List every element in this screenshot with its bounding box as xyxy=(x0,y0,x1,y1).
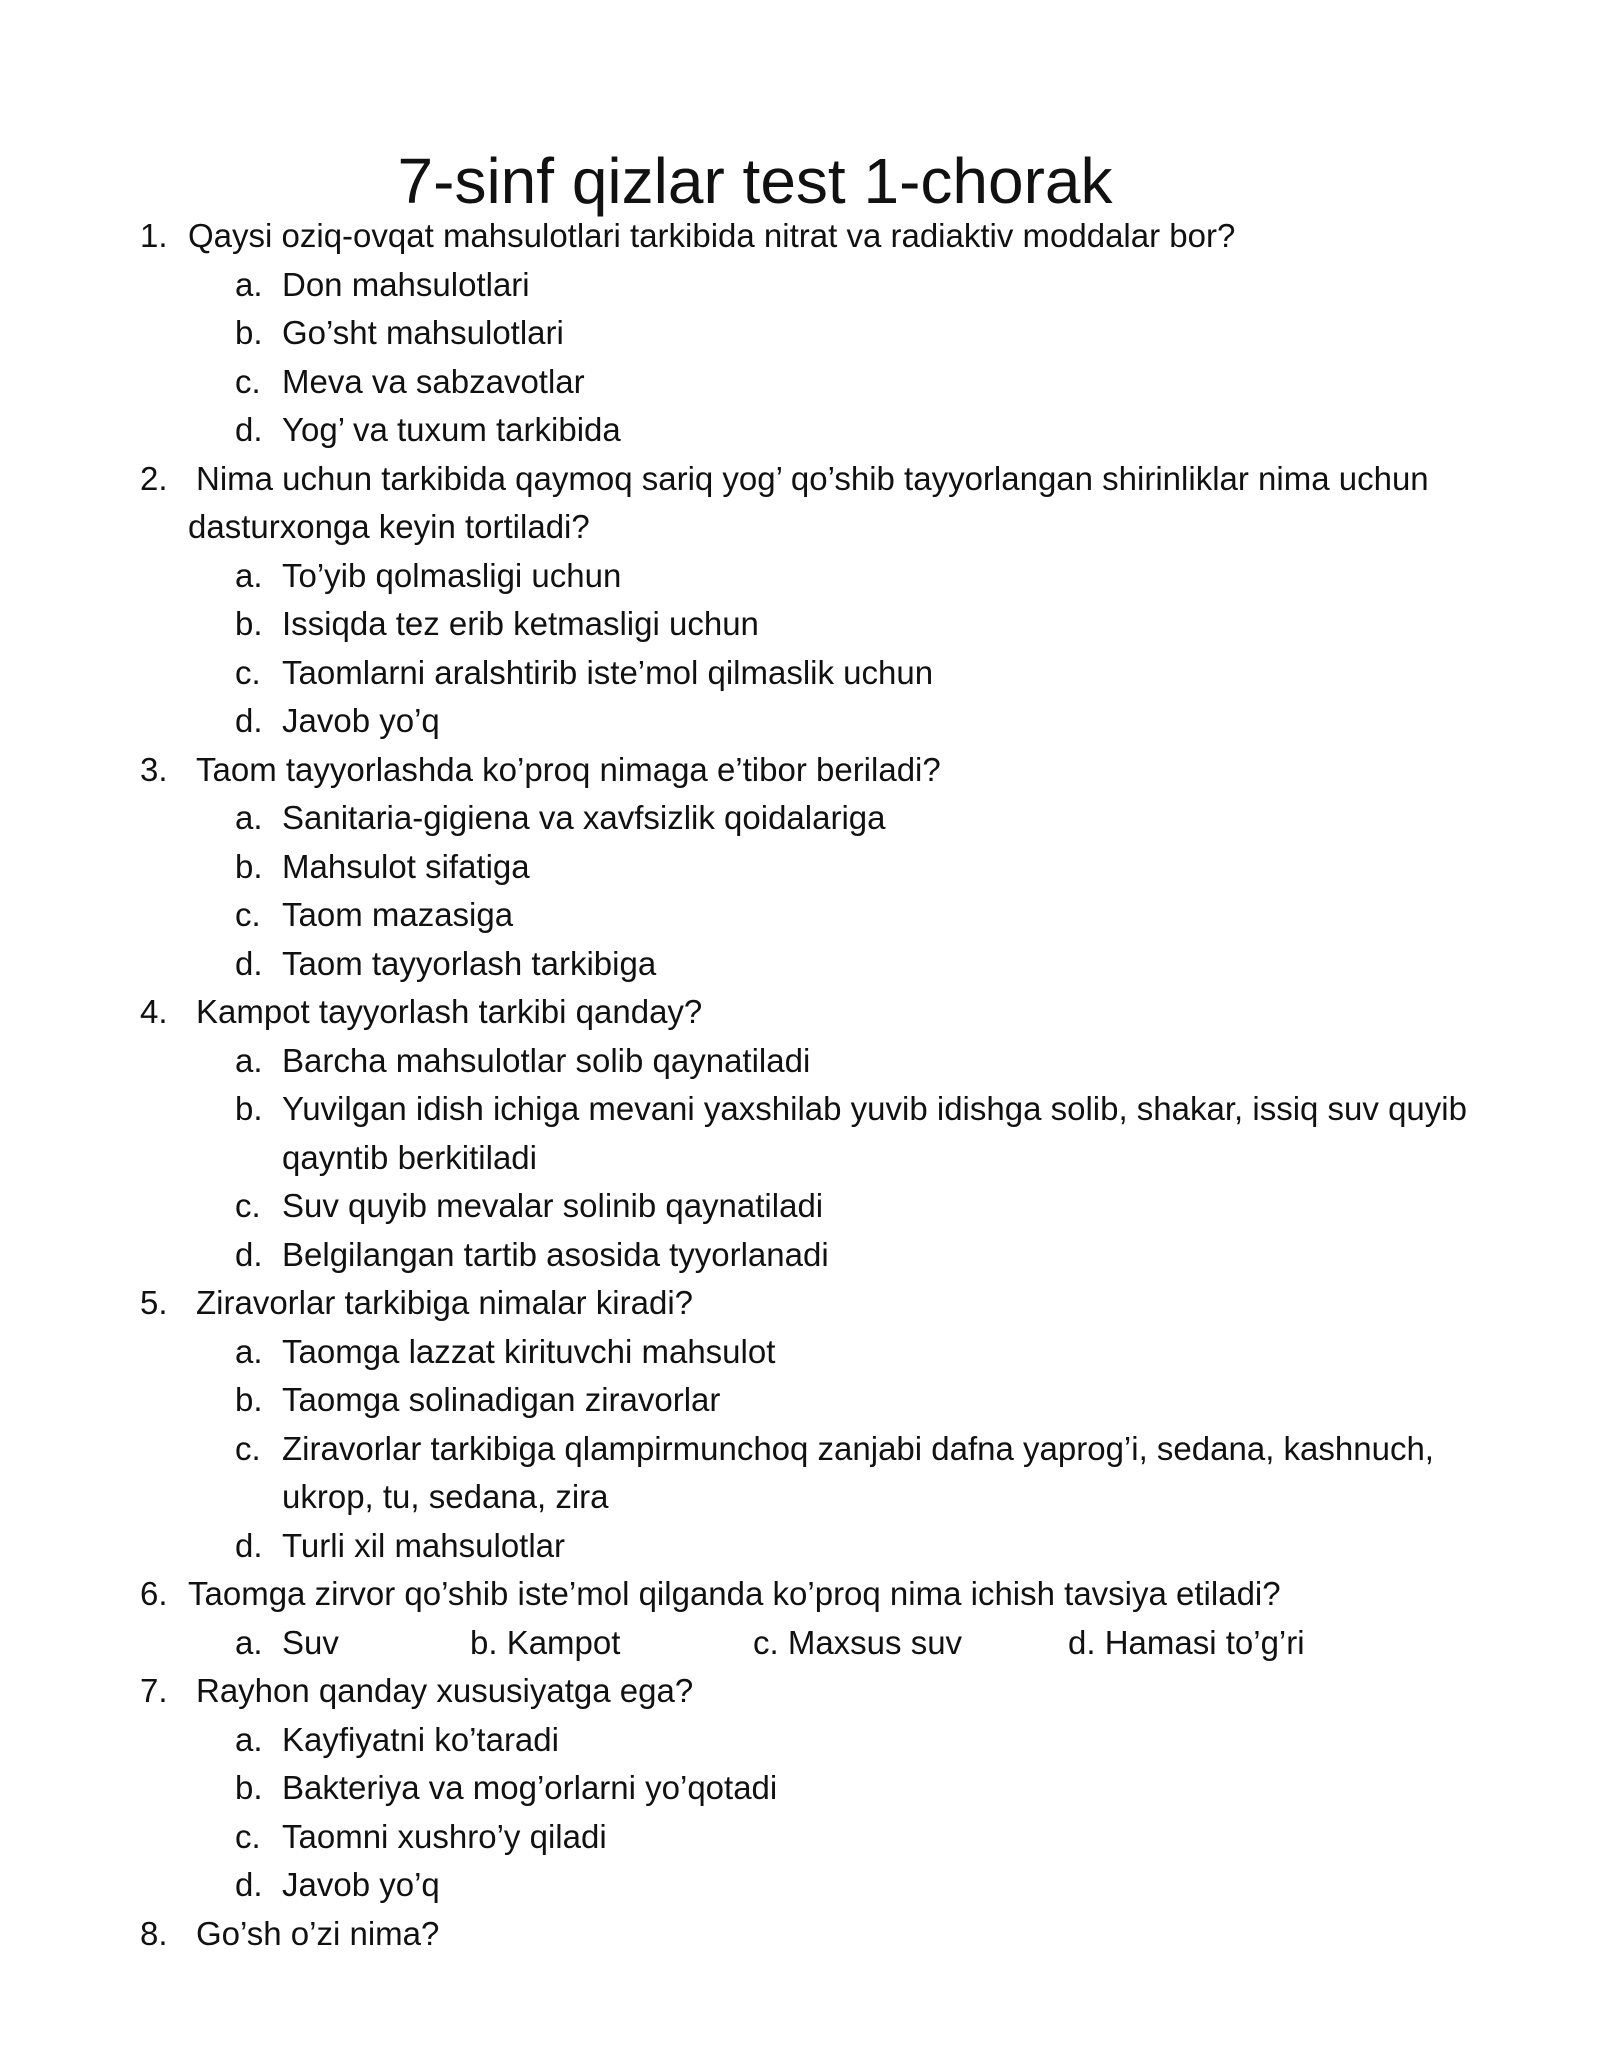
option-4d xyxy=(0,1231,1600,1280)
option-letter: c. xyxy=(235,896,261,933)
option-7d xyxy=(0,1861,1600,1910)
option-text: Taomga solinadigan ziravorlar xyxy=(282,1381,721,1418)
option-text-continued: ukrop, tu, sedana, zira xyxy=(282,1478,609,1515)
question-text: Taom tayyorlashda ko’proq nimaga e’tibor beriladi? xyxy=(196,750,941,788)
option-6c: c. Maxsus suv xyxy=(753,1623,963,1661)
option-letter: d. xyxy=(235,1866,263,1903)
option-4a xyxy=(0,1037,1600,1086)
option-text: Suv quyib mevalar solinib qaynatiladi xyxy=(282,1187,824,1224)
question-number: 1. xyxy=(140,217,168,254)
question-2-continuation xyxy=(0,503,1600,552)
question-list xyxy=(0,212,1600,1958)
option-1a xyxy=(0,261,1600,310)
option-text: To’yib qolmasligi uchun xyxy=(282,556,622,594)
option-1b xyxy=(0,309,1600,358)
option-5a xyxy=(0,1328,1600,1377)
option-text: Javob yo’q xyxy=(282,1866,440,1903)
option-text: Taomga lazzat kirituvchi mahsulot xyxy=(282,1332,776,1370)
option-letter: c. xyxy=(235,1187,261,1224)
option-letter: d. xyxy=(235,411,263,448)
question-text: Nima uchun tarkibida qaymoq sariq yog’ qo’shib tayyorlangan shirinliklar nima uchun xyxy=(196,459,1429,497)
option-text: Taomni xushro’y qiladi xyxy=(282,1817,607,1855)
option-letter: a. xyxy=(235,265,263,303)
option-2b xyxy=(0,600,1600,649)
option-letter: b. xyxy=(235,314,263,351)
option-text: Bakteriya va mog’orlarni yo’qotadi xyxy=(282,1769,778,1806)
question-text: Kampot tayyorlash tarkibi qanday? xyxy=(196,993,703,1030)
option-letter: d. xyxy=(235,1235,263,1273)
question-1 xyxy=(0,212,1600,261)
option-letter: b. xyxy=(235,1090,263,1127)
option-text: Issiqda tez erib ketmasligi uchun xyxy=(282,605,759,642)
option-2a xyxy=(0,552,1600,601)
option-3a xyxy=(0,794,1600,843)
option-7a xyxy=(0,1716,1600,1765)
question-2 xyxy=(0,455,1600,504)
option-letter: a. xyxy=(235,1623,263,1661)
option-text: Javob yo’q xyxy=(282,702,440,739)
option-4b-continuation xyxy=(0,1134,1600,1183)
option-4c xyxy=(0,1182,1600,1231)
option-letter: c. xyxy=(235,362,261,400)
option-text: Sanitaria-gigiena va xavfsizlik qoidalariga xyxy=(282,799,886,836)
question-number: 5. xyxy=(140,1284,168,1321)
option-letter: b. xyxy=(235,1381,263,1418)
question-7 xyxy=(0,1667,1600,1716)
option-letter: a. xyxy=(235,1720,263,1758)
option-text: Taom mazasiga xyxy=(282,896,514,933)
option-text: Barcha mahsulotlar solib qaynatiladi xyxy=(282,1041,811,1079)
option-1c xyxy=(0,358,1600,407)
option-6-inline-row xyxy=(0,1619,1600,1668)
option-letter: a. xyxy=(235,799,263,836)
question-number: 8. xyxy=(140,1914,168,1952)
option-text: Mahsulot sifatiga xyxy=(282,847,530,885)
question-number: 4. xyxy=(140,993,168,1030)
option-letter: d. xyxy=(235,1526,263,1564)
option-4b xyxy=(0,1085,1600,1134)
question-6 xyxy=(0,1570,1600,1619)
option-letter: a. xyxy=(235,1041,263,1079)
option-text-continued: qayntib berkitiladi xyxy=(282,1138,537,1176)
option-letter: d. xyxy=(235,702,263,739)
question-text: Go’sh o’zi nima? xyxy=(196,1914,440,1952)
question-8 xyxy=(0,1910,1600,1959)
option-5c xyxy=(0,1425,1600,1474)
document-title: 7-sinf qizlar test 1-chorak xyxy=(397,144,1113,217)
question-text-continued: dasturxonga keyin tortiladi? xyxy=(188,508,590,545)
question-5 xyxy=(0,1279,1600,1328)
question-number: 3. xyxy=(140,750,168,788)
option-letter: b. xyxy=(235,605,263,642)
option-letter: c. xyxy=(235,1817,261,1855)
question-number: 6. xyxy=(140,1575,168,1612)
option-letter: c. xyxy=(235,1429,261,1467)
option-text: Don mahsulotlari xyxy=(282,265,530,303)
option-text: Belgilangan tartib asosida tyyorlanadi xyxy=(282,1235,829,1273)
question-text: Rayhon qanday xususiyatga ega? xyxy=(196,1672,694,1709)
option-text: Suv xyxy=(282,1623,339,1661)
option-text: Kayfiyatni ko’taradi xyxy=(282,1720,559,1758)
option-1d xyxy=(0,406,1600,455)
option-7b xyxy=(0,1764,1600,1813)
option-text: Yog’ va tuxum tarkibida xyxy=(282,411,621,448)
question-4 xyxy=(0,988,1600,1037)
option-letter: b. xyxy=(235,847,263,885)
option-5c-continuation xyxy=(0,1473,1600,1522)
option-text: Taomlarni aralshtirib iste’mol qilmaslik uchun xyxy=(282,653,934,691)
option-text: Go’sht mahsulotlari xyxy=(282,314,564,351)
option-letter: a. xyxy=(235,1332,263,1370)
option-text: Turli xil mahsulotlar xyxy=(282,1526,566,1564)
option-2c xyxy=(0,649,1600,698)
option-text: Yuvilgan idish ichiga mevani yaxshilab yuvib idishga solib, shakar, issiq suv quyib xyxy=(282,1090,1467,1127)
option-letter: c. xyxy=(235,653,261,691)
question-number: 2. xyxy=(140,459,168,497)
option-6b: b. Kampot xyxy=(470,1623,621,1661)
option-3d xyxy=(0,940,1600,989)
question-3 xyxy=(0,746,1600,795)
option-2d xyxy=(0,697,1600,746)
option-3c xyxy=(0,891,1600,940)
question-number: 7. xyxy=(140,1672,168,1709)
option-text: Taom tayyorlash tarkibiga xyxy=(282,944,657,982)
option-text: Ziravorlar tarkibiga qlampirmunchoq zanjabi dafna yaprog’i, sedana, kashnuch, xyxy=(282,1429,1434,1467)
option-letter: b. xyxy=(235,1769,263,1806)
option-5d xyxy=(0,1522,1600,1571)
option-text: Meva va sabzavotlar xyxy=(282,362,585,400)
option-6d: d. Hamasi to’g’ri xyxy=(1068,1623,1305,1661)
option-5b xyxy=(0,1376,1600,1425)
option-letter: d. xyxy=(235,944,263,982)
question-text: Qaysi oziq-ovqat mahsulotlari tarkibida nitrat va radiaktiv moddalar bor? xyxy=(188,217,1236,254)
question-text: Taomga zirvor qo’shib iste’mol qilganda ko’proq nima ichish tavsiya etiladi? xyxy=(188,1575,1281,1612)
option-7c xyxy=(0,1813,1600,1862)
option-3b xyxy=(0,843,1600,892)
option-letter: a. xyxy=(235,556,263,594)
question-text: Ziravorlar tarkibiga nimalar kiradi? xyxy=(196,1284,693,1321)
